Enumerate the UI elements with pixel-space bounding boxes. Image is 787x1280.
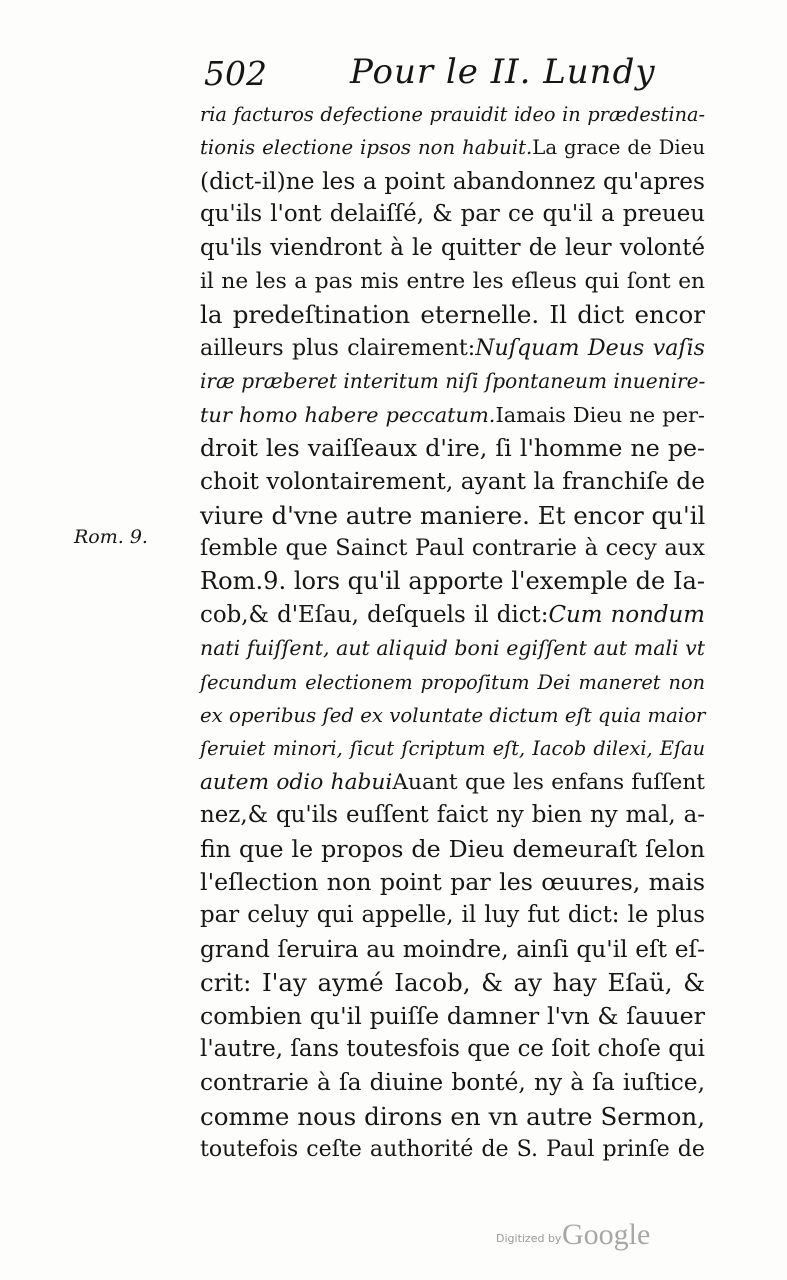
text-line: ex operibus ſed ex voluntate dictum eſt quia maior <box>200 704 706 728</box>
text-line: par celuy qui appelle, il luy fut dict: le plus <box>200 902 705 929</box>
latin-segment: autem odio habui <box>200 769 393 795</box>
text-line: fin que le propos de Dieu demeuraſt ſelon <box>200 834 705 863</box>
text-line: comme nous dirons en vn autre Sermon, <box>200 1101 705 1131</box>
text-line: combien qu'il puiſſe damner l'vn & ſauuer <box>200 1001 705 1030</box>
text-line: il ne les a pas mis entre les eſleus qui ſont en <box>200 268 705 294</box>
text-line: (dict-il)ne les a point abandonnez qu'apres <box>200 167 705 195</box>
text-line: toutefois ceſte authorité de S. Paul prinſe de <box>200 1136 705 1163</box>
text-line: qu'ils l'ont delaiſſé, & par ce qu'il a preueu <box>200 201 705 228</box>
text-line: contrarie à ſa diuine bonté, ny à ſa iuſtice, <box>200 1069 705 1097</box>
text-line: la predeſtination eternelle. Il dict encor <box>200 300 705 330</box>
text-line: qu'ils viendront à le quitter de leur volonté <box>200 234 705 261</box>
text-line: l'eſlection non point par les œuures, mais <box>200 867 705 896</box>
text-line: ria facturos defectione prauidit ideo in prædestina- <box>200 103 705 126</box>
text-line <box>200 131 705 164</box>
text-line: Rom.9. lors qu'il apporte l'exemple de Ia- <box>200 567 705 596</box>
text-line: crit: I'ay aymé Iacob, & ay hay Eſaü, & <box>200 968 705 998</box>
text-line: grand ſeruira au moindre, ainſi qu'il eſt eſ- <box>200 935 705 963</box>
watermark-logo: Google <box>562 1218 651 1251</box>
text-line: choit volontairement, ayant la franchiſe de <box>200 468 705 496</box>
french-segment: Iamais Dieu ne per- <box>495 402 705 427</box>
text-line: iræ præberet interitum niſi ſpontaneum inuenire- <box>200 369 706 394</box>
running-head: Pour le II. Lundy <box>350 52 656 92</box>
text-line: ſecundum electionem propoſitum Dei maneret non <box>200 670 705 694</box>
margin-note: Rom. 9. <box>74 526 148 548</box>
text-line: l'autre, ſans toutesfois que ce ſoit choſe qui <box>200 1035 705 1062</box>
text-line: ſeruiet minori, ſicut ſcriptum eſt, Iacob dilexi, Eſau <box>200 737 705 761</box>
latin-segment: Nuſquam Deus vaſis <box>475 334 705 361</box>
page-number: 502 <box>204 54 267 93</box>
text-line: ſemble que Sainct Paul contrarie à cecy aux <box>200 535 705 562</box>
french-segment: cob,& d'Eſau, deſquels il dict: <box>200 601 549 628</box>
digitized-watermark <box>496 1218 696 1254</box>
text-line: nez,& qu'ils euſſent faict ny bien ny mal, a- <box>200 802 705 829</box>
text-line: droit les vaiſſeaux d'ire, ſi l'homme ne pe- <box>200 433 705 462</box>
french-segment: La grace de Dieu <box>532 136 705 160</box>
text-line <box>200 599 705 632</box>
french-segment: ailleurs plus clairement: <box>200 334 476 361</box>
text-line <box>200 766 705 799</box>
text-line <box>200 332 705 365</box>
latin-segment: tur homo habere peccatum. <box>200 402 496 427</box>
body-text <box>200 98 705 1167</box>
page-header <box>200 48 700 98</box>
french-segment: Auant que les enfans fuſſent <box>392 769 706 795</box>
text-line: nati fuiſſent, aut aliquid boni egiſſent aut mali vt <box>200 636 705 661</box>
watermark-caption: Digitized by <box>496 1232 562 1245</box>
latin-segment: Cum nondum <box>548 601 706 628</box>
latin-segment: tionis electione ipsos non habuit. <box>200 136 533 160</box>
text-line: viure d'vne autre maniere. Et encor qu'il <box>200 500 706 530</box>
text-line <box>200 399 705 432</box>
